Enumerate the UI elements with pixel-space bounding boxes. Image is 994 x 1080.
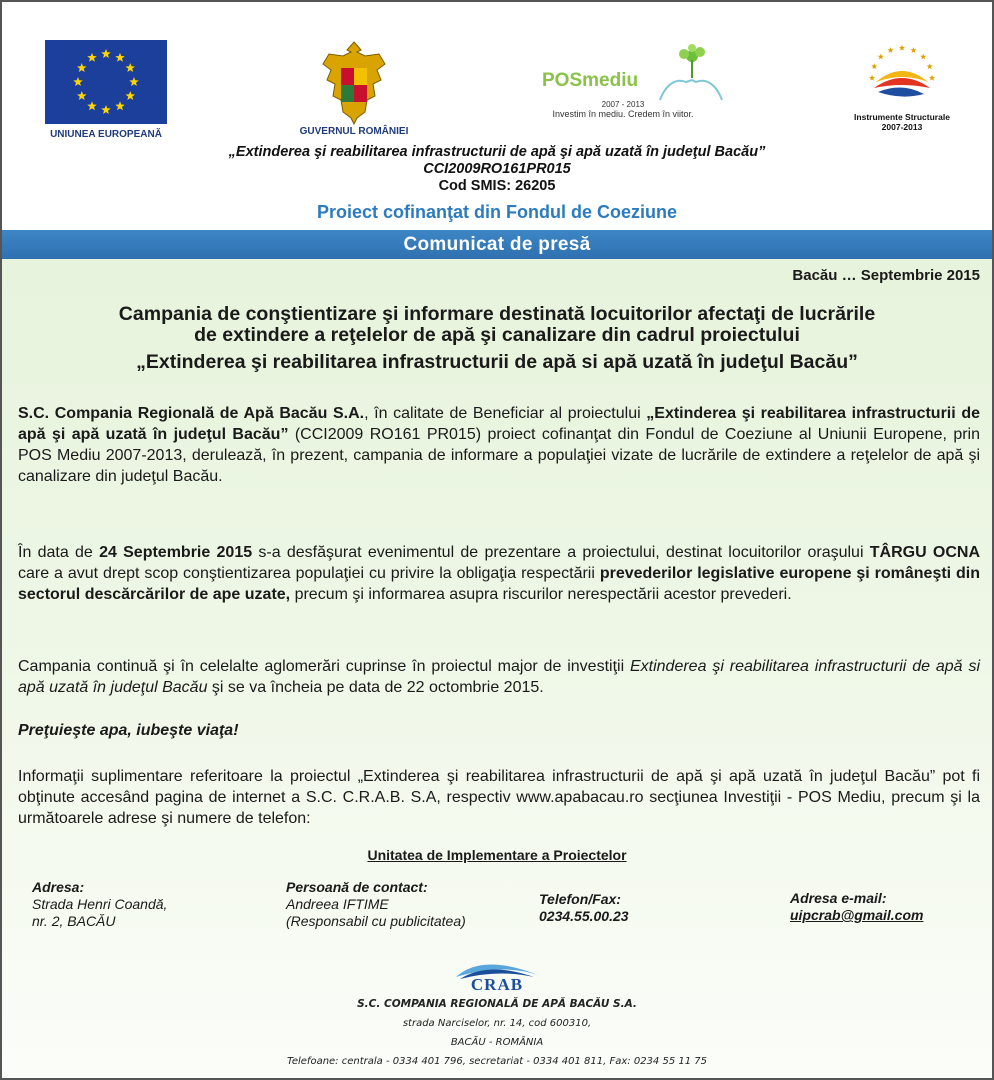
legislation-emphasis: prevederilor legislative europene şi româneşti din sectorul descărcărilor de ape uzate, (18, 565, 981, 603)
government-logo (292, 40, 416, 137)
footer-city: BACĂU - ROMÂNIA (450, 1037, 544, 1048)
project-name: „Extinderea şi reabilitarea infrastructurii de apă şi apă uzată în judeţul Bacău” (18, 405, 980, 443)
star-icon (871, 63, 877, 69)
posmediu-logo (538, 48, 728, 119)
project-title: „Extinderea şi reabilitarea infrastructurii de apă şi apă uzată în judeţul Bacău” (228, 144, 766, 160)
star-icon (920, 54, 926, 60)
email-label: Adresa e-mail: (790, 890, 887, 906)
contact-address (32, 879, 167, 930)
eu-logo (44, 40, 168, 140)
star-icon (927, 63, 933, 69)
paragraph-text: precum şi informarea asupra riscurilor nerespectării acestor prevederi. (290, 586, 792, 603)
company-footer (2, 951, 992, 1071)
star-icon (899, 45, 905, 51)
paragraph-text: (CCI2009 RO161 PR015) proiect cofinanţat din Fondul de Coeziune al Uniunii Europene, prin POS Mediu 2007-2013, derulează, în prezent, campania de informare a populaţiei vizate de lucrările de extindere a reţelelor de apă şi canalizare din judeţul Bacău. (18, 426, 981, 485)
instrumente-structurale-logo (842, 42, 962, 132)
paragraph-more-info: Informaţii suplimentare referitoare la proiectul „Extinderea şi reabilitarea infrastructurii de apă şi apă uzată în judeţul Bacău” pot fi obţinute accesând pagina de internet a S.C. C.R.A.B. S.A, respectiv www.apabacau.ro secţiunea Investiţii - POS Mediu, precum şi la următoarele adrese şi numere de telefon: (18, 768, 980, 827)
person-role: (Responsabil cu publicitatea) (286, 913, 466, 929)
email-link[interactable]: uipcrab@gmail.com (790, 907, 924, 923)
star-icon (878, 54, 884, 60)
project-name-italic: Extinderea şi reabilitarea infrastructurii de apă si apă uzată în judeţul Bacău (18, 658, 980, 696)
is-logo-label: Instrumente Structurale (854, 112, 950, 122)
posmediu-years: 2007 - 2013 (601, 100, 645, 109)
footer-company-name: S.C. COMPANIA REGIONALĂ DE APĂ BACĂU S.A. (357, 998, 637, 1010)
address-street: Strada Henri Coandă, (32, 896, 168, 912)
hands-flower-icon (656, 44, 726, 102)
posmediu-wordmark: POSmediu (542, 70, 639, 91)
eu-logo-label: UNIUNEA EUROPEANĂ (50, 129, 162, 140)
cofinancing-line: Proiect cofinanţat din Fondul de Coeziune (316, 202, 677, 222)
paragraph-event (18, 542, 980, 605)
government-logo-label: GUVERNUL ROMÂNIEI (299, 126, 409, 137)
star-icon (887, 47, 893, 53)
header-area (2, 2, 992, 230)
address-label: Adresa: (32, 879, 85, 895)
footer-street: strada Narciselor, nr. 14, cod 600310, (402, 1018, 592, 1029)
headline-line-1: Campania de conştientizare şi informare destinată locuitorilor afectaţi de lucrările (118, 303, 876, 325)
paragraph-text: şi se va încheia pe data de 22 octombrie 2015. (207, 679, 544, 696)
structural-instruments-icon (862, 42, 942, 112)
headline-line-2: de extindere a reţelelor de apă şi canalizare din cadrul proiectului (194, 324, 800, 346)
paragraph-text: , în calitate de Beneficiar al proiectului (364, 405, 647, 422)
is-logo-years: 2007-2013 (881, 122, 923, 132)
address-number: nr. 2, BACĂU (32, 913, 116, 929)
paragraph-text: s-a desfăşurat evenimentul de prezentare a proiectului, destinat locuitorilor oraşului (252, 544, 870, 561)
contact-phone (539, 891, 629, 925)
project-smis-code: Cod SMIS: 26205 (438, 178, 556, 194)
event-date: 24 Septembrie 2015 (99, 544, 253, 561)
press-release-banner: Comunicat de presă (2, 230, 992, 259)
town-name: TÂRGU OCNA (869, 544, 981, 561)
person-label: Persoană de contact: (286, 879, 428, 895)
project-cci-code: CCI2009RO161PR015 (423, 161, 571, 177)
headline-line-3: „Extinderea şi reabilitarea infrastructurii de apă si apă uzată în judeţul Bacău” (136, 351, 858, 373)
press-release-body (2, 259, 992, 1078)
coat-of-arms-icon (319, 40, 389, 126)
eu-flag-icon (45, 40, 167, 124)
contact-person (286, 879, 466, 930)
paragraph-text: În data de (18, 544, 100, 561)
paragraph-beneficiary (18, 403, 980, 487)
footer-phones: Telefoane: centrala - 0334 401 796, secretariat - 0334 401 811, Fax: 0234 55 11 75 (286, 1056, 708, 1067)
phone-label: Telefon/Fax: (539, 891, 621, 907)
paragraph-text: care a avut drept scop conştientizarea populaţiei cu privire la obligaţia respectării (18, 565, 600, 582)
slogan: Preţuieşte apa, iubeşte viaţa! (18, 722, 239, 739)
implementation-unit-heading: Unitatea de Implementare a Proiectelor (367, 847, 627, 863)
phone-number: 0234.55.00.23 (539, 908, 629, 924)
star-icon (869, 75, 875, 81)
paragraph-campaign (18, 656, 980, 698)
paragraph-text: Campania continuă şi în celelalte aglomerări cuprinse în proiectul major de investiţii (18, 658, 630, 675)
release-date: Bacău … Septembrie 2015 (792, 267, 980, 284)
crab-wordmark: CRAB (470, 975, 524, 994)
posmediu-slogan: Investim în mediu. Credem în viitor. (552, 109, 694, 119)
person-name: Andreea IFTIME (286, 896, 389, 912)
star-icon (910, 47, 916, 53)
company-name: S.C. Compania Regională de Apă Bacău S.A. (18, 405, 365, 422)
contact-email (790, 890, 923, 924)
star-icon (929, 75, 935, 81)
